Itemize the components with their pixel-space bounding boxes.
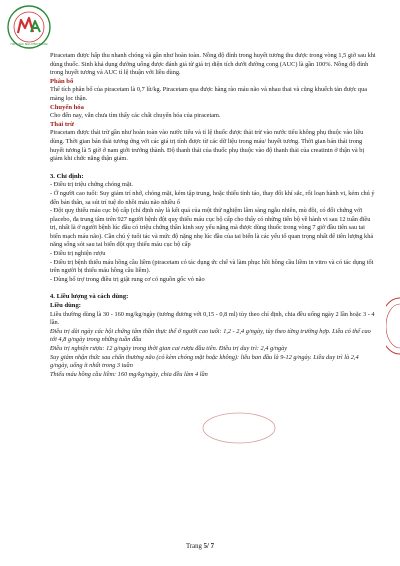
distribution-heading: Phân bố [50,77,74,85]
dosage-line: Liều thường dùng là 30 - 160 mg/kg/ngày (tương đương với 0,15 - 0,8 ml) tùy theo chỉ định, chia đều uống ngày 2 lần hoặc 3 - 4 lần. [50,310,375,327]
elimination-paragraph: Piracetam được thải trừ gần như hoàn toàn vào nước tiểu và tỉ lệ thuốc được thải trừ vào nước tiểu không phụ thuộc vào liều dùng. Thời gian bán thải tương ứng với các giá trị tính được từ các dữ liệu trong máu/ huyết tương. Thời gian bán thải trong huyết tương là 5 giờ ở nam giới trưởng thành. Độ thanh thải của thuốc phụ thuộc vào độ thanh thải của creatinin ở thận và bị giảm khi chức năng thận giảm. [50,129,365,163]
metabolism-paragraph: Cho đến nay, vẫn chưa tìm thấy các chất chuyển hóa của piracetam. [50,112,221,120]
dosage-title: 4. Liều lượng và cách dùng: [50,293,129,301]
dosage-line: Điều trị dài ngày các hội chứng tâm thần thực thể ở người cao tuổi: 1,2 - 2,4 g/ngày, tùy theo từng trường hợp. Liều có thể cao tới 4,8 g/ngày trong những tuần đầu [50,327,371,344]
page-footer [0,543,400,550]
indication-line: - Dùng bổ trợ trong điều trị giật rung cơ có nguồn gốc vỏ não [50,275,205,283]
stamp-overlay [200,410,278,446]
metabolism-heading: Chuyển hóa [50,103,84,111]
side-stamp-fragment [386,296,400,356]
indication-line: - Điều trị bệnh thiếu máu hồng cầu liềm (piracetam có tác dụng ức chế và làm phục hồi hồng cầu liềm in vitro và có tác dụng tốt trên người bị thiếu máu hồng cầu liềm). [50,258,374,275]
indication-line: - Đột quỵ thiếu máu cục bộ cấp (chỉ định này là kết quả của một thử nghiệm lâm sàng ngẫu nhiên, mù đôi, có đối chứng với placebo, đa trung tâm trên 927 người bệnh đột quỵ thiếu máu cục bộ cấp cho thấy có những tiến bộ về hành vi sau 12 tuần điều trị, nhất là ở người bệnh lúc đầu có triệu chứng thần kinh suy yếu nặng mà được dùng thuốc trong vòng 7 giờ đầu tiên sau tai biến mạch máu não). Cần chú ý tuổi tác và mức độ nặng nhẹ lúc đầu của tai biến là các yếu tố quan trọng nhất để tiên lượng khả năng sống sót sau tai biến đột quỵ thiếu máu cục bộ cấp [50,207,374,249]
indication-line: - Điều trị triệu chứng chóng mặt. [50,181,133,189]
indication-line: - Ở người cao tuổi: Suy giảm trí nhớ, chóng mặt, kém tập trung, hoặc thiếu tỉnh táo, thay đổi khí sắc, rối loạn hành vi, kém chú ý đến bản thân, sa sút trí tuệ do nhồi máu não nhiều ổ [50,189,375,206]
footer-prefix: Trang [185,543,204,550]
document-body [50,52,376,379]
indications-title: 3. Chỉ định: [50,172,84,180]
distribution-paragraph: Thể tích phân bố của piracetam là 0,7 lít/kg. Piracetam qua được hàng rào máu não và nhau thai và cũng khuếch tán được qua màng lọc thận. [50,86,368,102]
dosage-subtitle: Liều dùng: [50,302,81,310]
pk-intro-paragraph: Piracetam được hấp thu nhanh chóng và gần như hoàn toàn. Nồng độ đỉnh trong huyết tương thu được trong vòng 1,5 giờ sau khi dùng thuốc. Sinh khả dụng đường uống được đánh giá từ giá trị diện tích dưới đường cong (AUC) là gần 100%. Nồng độ đỉnh trong huyết tương và AUC tỉ lệ thuận với liều dùng. [50,52,376,77]
dosage-line: Thiếu máu hồng cầu liềm: 160 mg/kg/ngày, chia đều làm 4 lần [50,370,208,378]
indication-line: - Điều trị nghiện rượu [50,250,106,258]
dosage-line: Điều trị nghiện rượu: 12 g/ngày trong thời gian cai rượu đầu tiên. Điều trị duy trì: 2,4 g/ngày [50,345,288,352]
svg-text:HỢP TÁC NGUYÊN ĐOÀN: HỢP TÁC NGUYÊN ĐOÀN [10,42,48,46]
dosage-line: Suy giảm nhận thức sau chấn thương não (có kèm chóng mặt hoặc không): liều ban đầu là 9-12 g/ngày. Liều duy trì là 2,4 g/ngày, uống ít nhất trong 3 tuần [50,353,359,370]
company-logo [6,4,52,50]
page-number: 5/ 7 [203,543,215,550]
elimination-heading: Thải trừ [50,120,74,128]
